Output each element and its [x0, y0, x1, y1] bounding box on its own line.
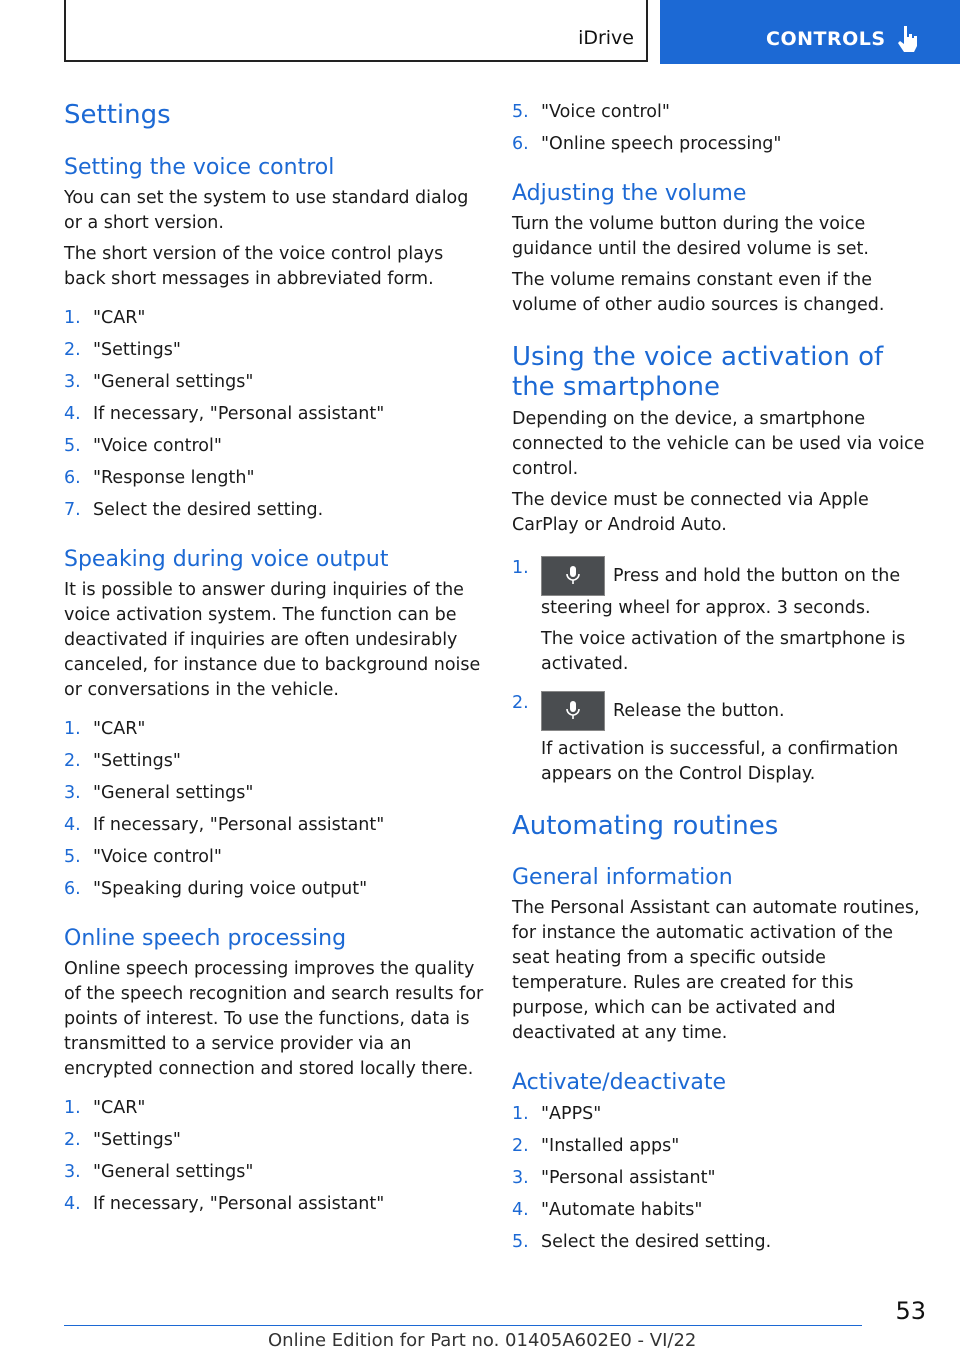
paragraph: The volume remains constant even if the volume of other audio sources is changed.	[512, 270, 885, 315]
paragraph: You can set the system to use standard dialog or a short version.	[64, 188, 469, 233]
list-item: 5. "Voice control"	[64, 436, 222, 456]
heading-voice-control: Setting the voice control	[64, 155, 335, 180]
header-section-title: iDrive	[578, 27, 634, 49]
list-item: 2. "Installed apps"	[512, 1136, 680, 1156]
microphone-icon	[565, 565, 581, 587]
list-item: 4. If necessary, "Personal assistant"	[64, 404, 385, 424]
step-note: If activation is successful, a confirmation appears on the Control Display.	[541, 739, 899, 784]
paragraph: It is possible to answer during inquiries of the voice activation system. The function can be deactivated if inquiries are often undesirably canceled, for instance due to background noise or conversations in the vehicle.	[64, 580, 481, 700]
header-right-box	[660, 0, 960, 64]
list-item: 5. "Voice control"	[512, 102, 670, 122]
list-item: 4. If necessary, "Personal assistant"	[64, 815, 385, 835]
section-title-settings: Settings	[64, 100, 171, 130]
left-column	[64, 100, 484, 1217]
list-item: 2. "Settings"	[64, 340, 181, 360]
steps-list	[512, 1102, 932, 1255]
right-column	[512, 100, 932, 1255]
paragraph: The device must be connected via Apple CarPlay or Android Auto.	[512, 490, 869, 535]
heading-routines: Automating routines	[512, 811, 779, 841]
list-item: 4. If necessary, "Personal assistant"	[64, 1194, 385, 1214]
list-item: 1. "CAR"	[64, 719, 146, 739]
paragraph: The Personal Assistant can automate routines, for instance the automatic activation of the seat heating from a specific outside temperature. Rules are created for this purpose, which can be activated and deactivated at any time.	[512, 898, 920, 1043]
list-item: 3. "General settings"	[64, 783, 254, 803]
heading-activate: Activate/deactivate	[512, 1070, 727, 1095]
voice-button-image	[541, 556, 605, 596]
step-note: The voice activation of the smartphone is activated.	[541, 629, 906, 674]
list-item: 3. "General settings"	[64, 372, 254, 392]
list-item: 3. "General settings"	[64, 1162, 254, 1182]
heading-volume: Adjusting the volume	[512, 181, 747, 206]
list-item: 5. Select the desired setting.	[512, 1232, 772, 1252]
heading-online-speech: Online speech processing	[64, 926, 347, 951]
page-number: 53	[895, 1297, 926, 1325]
voice-button-image	[541, 691, 605, 731]
list-item: 4. "Automate habits"	[512, 1200, 703, 1220]
list-item: 1. "CAR"	[64, 308, 146, 328]
steps-list	[64, 717, 484, 902]
list-item: 2. "Settings"	[64, 751, 181, 771]
microphone-icon	[565, 700, 581, 722]
list-item: 7. Select the desired setting.	[64, 500, 324, 520]
paragraph: Online speech processing improves the quality of the speech recognition and search results for points of interest. To use the functions, data is transmitted to a service provider via an encrypted connection and stored locally there.	[64, 959, 484, 1079]
list-item: 2. Release the button. If activation is successful, a confirmation appears on the Control Display.	[512, 691, 932, 787]
list-item: 1. "APPS"	[512, 1104, 602, 1124]
list-item: 6. "Response length"	[64, 468, 255, 488]
heading-smartphone: Using the voice activation of the smartphone	[512, 342, 884, 402]
heading-general-info: General information	[512, 865, 733, 890]
list-item: 3. "Personal assistant"	[512, 1168, 716, 1188]
hand-pointer-icon	[896, 24, 920, 54]
heading-speaking: Speaking during voice output	[64, 547, 389, 572]
list-item: 1. Press and hold the button on the steering wheel for approx. 3 seconds. The voice activation of the smartphone is activated.	[512, 556, 932, 677]
steps-list	[64, 306, 484, 523]
list-item: 5. "Voice control"	[64, 847, 222, 867]
steps-list	[64, 1096, 484, 1217]
footer-edition-text: Online Edition for Part no. 01405A602E0 - VI/22	[268, 1330, 697, 1351]
list-item: 2. "Settings"	[64, 1130, 181, 1150]
footer-divider	[64, 1325, 862, 1326]
paragraph: Depending on the device, a smartphone connected to the vehicle can be used via voice control.	[512, 409, 925, 479]
steps-list-continued	[512, 100, 932, 157]
list-item: 6. "Online speech processing"	[512, 134, 782, 154]
paragraph: The short version of the voice control plays back short messages in abbreviated form.	[64, 244, 444, 289]
list-item: 1. "CAR"	[64, 1098, 146, 1118]
header-left-box	[64, 0, 648, 62]
list-item: 6. "Speaking during voice output"	[64, 879, 368, 899]
header-chapter-title: CONTROLS	[766, 28, 886, 50]
paragraph: Turn the volume button during the voice guidance until the desired volume is set.	[512, 214, 869, 259]
steps-list	[512, 556, 932, 787]
